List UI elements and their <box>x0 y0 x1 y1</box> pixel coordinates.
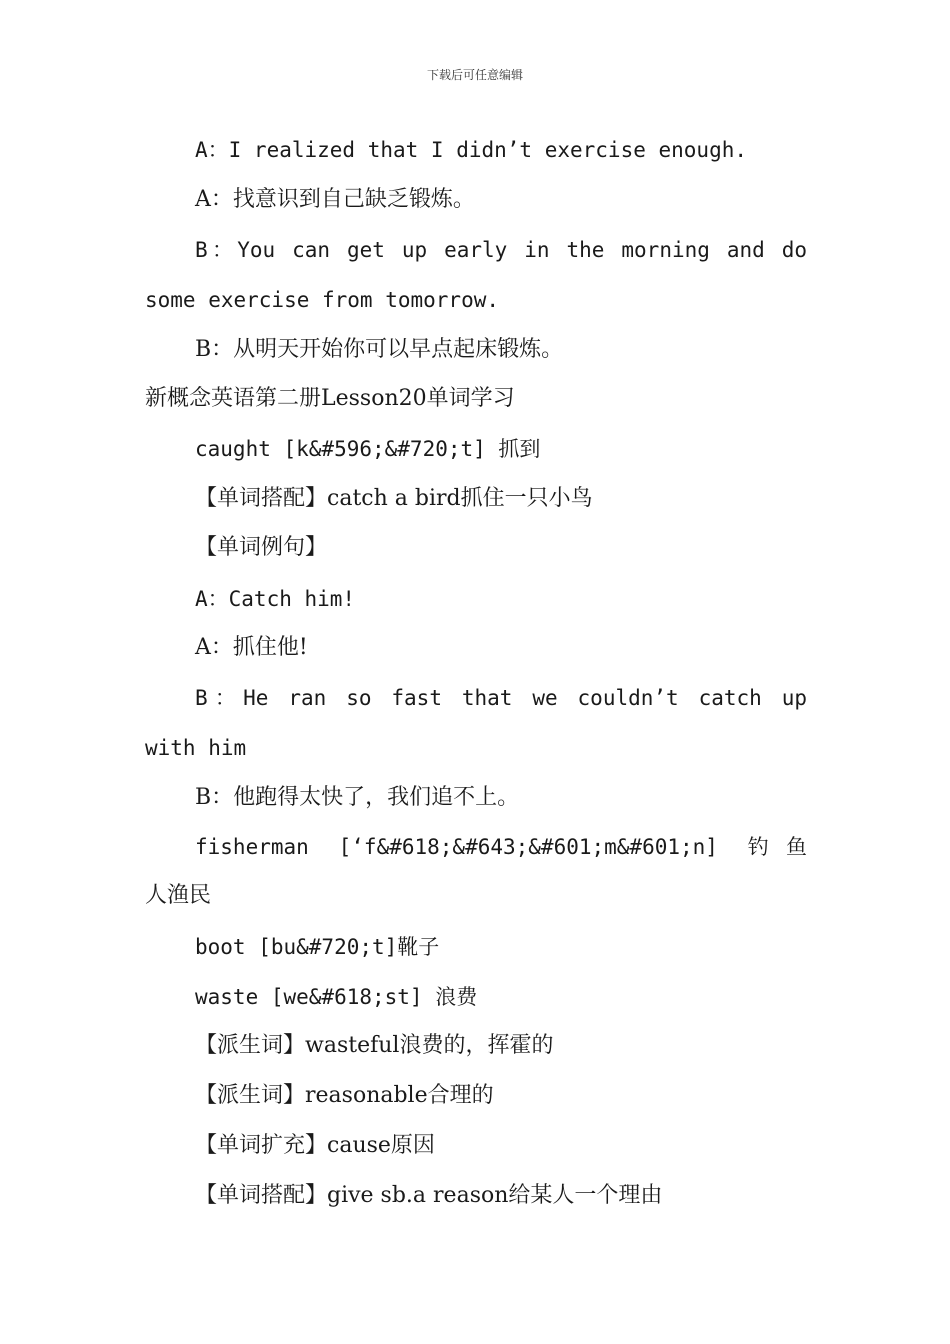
text-line: B：You can get up early in the morning and do <box>195 238 807 262</box>
text-line: 【单词搭配】give sb.a reason给某人一个理由 <box>195 1183 663 1208</box>
text-line: caught [k&#596;&#720;t] 抓到 <box>195 437 541 461</box>
text-line: fisherman [‘f&#618;&#643;&#601;m&#601;n] 钓鱼 <box>195 835 807 859</box>
page-header: 下载后可任意编辑 <box>426 68 523 82</box>
text-line: 人渔民 <box>145 883 212 908</box>
text-line: A：找意识到自己缺乏锻炼。 <box>195 187 475 212</box>
text-line: A：抓住他! <box>195 635 308 660</box>
text-line: 【派生词】wasteful浪费的，挥霍的 <box>195 1033 554 1058</box>
text-line: 【派生词】reasonable合理的 <box>195 1083 494 1108</box>
text-line: waste [we&#618;st] 浪费 <box>195 985 478 1009</box>
text-line: with him <box>145 736 247 760</box>
text-line: 【单词例句】 <box>195 535 328 560</box>
text-line: boot [bu&#720;t]靴子 <box>195 935 440 959</box>
text-line: B：从明天开始你可以早点起床锻炼。 <box>195 337 564 362</box>
text-line: A：I realized that I didn’t exercise enough. <box>195 138 748 162</box>
text-line: A：Catch him! <box>195 587 356 611</box>
text-line: B：He ran so fast that we couldn’t catch up <box>195 686 807 710</box>
text-line: 【单词扩充】cause原因 <box>195 1133 435 1158</box>
section-heading: 新概念英语第二册Lesson20单词学习 <box>145 386 515 411</box>
text-line: 【单词搭配】catch a bird抓住一只小鸟 <box>195 486 593 511</box>
text-line: B：他跑得太快了，我们追不上。 <box>195 785 520 810</box>
text-line: some exercise from tomorrow. <box>145 288 500 312</box>
